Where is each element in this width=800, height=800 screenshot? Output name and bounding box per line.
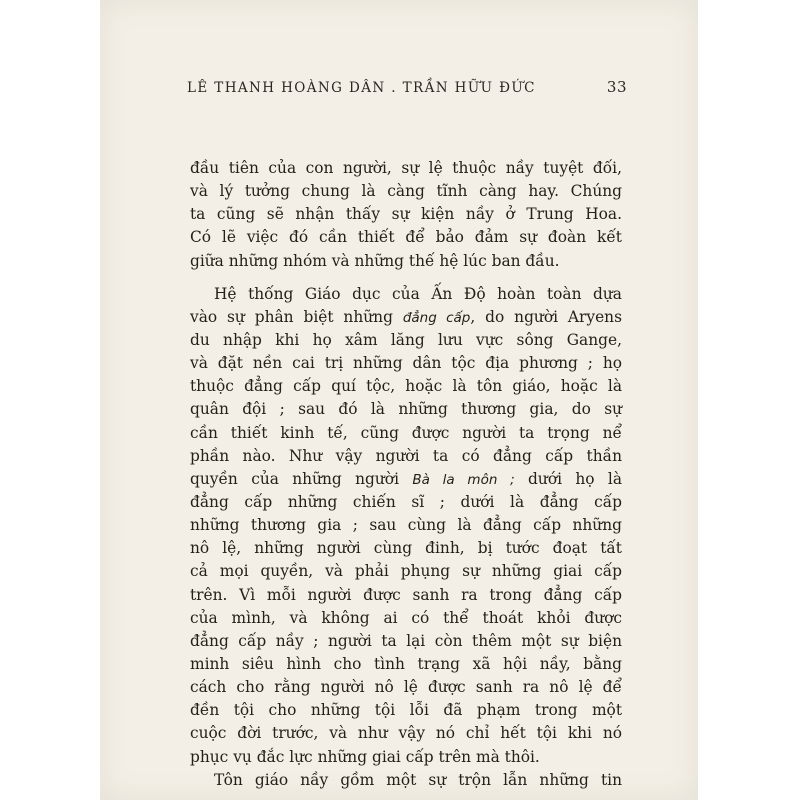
text-line — [190, 375, 622, 398]
text-run: , do người Aryens — [470, 307, 622, 326]
body-text — [190, 157, 622, 792]
text-line — [190, 630, 622, 653]
text-line — [190, 722, 622, 745]
text-run: phần nào. Như vậy người ta có đẳng cấp thần — [190, 446, 622, 465]
running-header — [187, 76, 627, 100]
paragraph — [190, 283, 622, 769]
text-run: phục vụ đắc lực những giai cấp trên mà thôi. — [190, 747, 540, 766]
text-line — [190, 514, 622, 537]
text-run: đẳng cấp nầy ; người ta lại còn thêm một sự biện — [190, 631, 622, 650]
paragraph — [190, 157, 622, 273]
text-run: và lý tưởng chung là càng tĩnh càng hay. Chúng — [190, 182, 622, 201]
text-run: cuộc đời trước, và như vậy nó chỉ hết tội khi nó — [190, 724, 622, 743]
text-run: Hệ thống Giáo dục của Ấn Độ hoàn toàn dựa — [214, 284, 622, 303]
text-line — [190, 653, 622, 676]
text-run: Có lẽ việc đó cần thiết để bảo đảm sự đoàn kết — [190, 228, 622, 247]
text-line — [190, 250, 622, 273]
text-line — [190, 746, 622, 769]
italic-term: Bà la môn ; — [412, 471, 515, 488]
text-run: giữa những nhóm và những thế hệ lúc ban đầu. — [190, 251, 560, 270]
text-line — [190, 226, 622, 249]
text-run: thuộc đẳng cấp quí tộc, hoặc là tôn giáo, hoặc là — [190, 377, 622, 396]
text-run: ta cũng sẽ nhận thấy sự kiện nầy ở Trung Hoa. — [190, 205, 622, 224]
text-run: nô lệ, những người cùng đinh, bị tước đoạt tất — [190, 539, 622, 558]
text-line — [190, 468, 622, 491]
text-run: cách cho rằng người nô lệ được sanh ra nô lệ để — [190, 678, 622, 697]
text-line — [190, 180, 622, 203]
text-line — [190, 422, 622, 445]
page-number: 33 — [606, 78, 627, 96]
text-run: Tôn giáo nầy gồm một sự trộn lẫn những tin — [214, 770, 622, 789]
text-line — [190, 607, 622, 630]
text-run: dưới họ là — [514, 469, 623, 488]
text-line — [190, 352, 622, 375]
text-run: quyền của những người — [190, 469, 413, 488]
text-line — [190, 203, 622, 226]
text-line — [190, 584, 622, 607]
text-run: của mình, và không ai có thể thoát khỏi được — [190, 608, 622, 627]
text-run: vào sự phân biệt những — [190, 307, 403, 326]
paragraph-gap — [190, 273, 622, 283]
text-run: đền tội cho những tội lỗi đã phạm trong một — [190, 701, 622, 720]
text-line — [190, 157, 622, 180]
text-line — [190, 537, 622, 560]
text-run: cần thiết kinh tế, cũng được người ta trọng nể — [190, 423, 622, 442]
text-run: và đặt nền cai trị những dân tộc địa phương ; họ — [190, 354, 622, 373]
text-run: đẳng cấp những chiến sĩ ; dưới là đẳng cấp — [190, 492, 622, 511]
paragraph — [190, 769, 622, 792]
text-run: trên. Vì mỗi người được sanh ra trong đẳng cấp — [190, 585, 622, 604]
text-run: quân đội ; sau đó là những thương gia, do sự — [190, 400, 622, 419]
text-run: cả mọi quyền, và phải phụng sự những giai cấp — [190, 562, 622, 581]
text-line — [190, 398, 622, 421]
text-line — [190, 560, 622, 583]
text-line — [190, 491, 622, 514]
text-line — [190, 445, 622, 468]
book-page — [100, 0, 698, 800]
text-line — [190, 329, 622, 352]
text-line — [190, 676, 622, 699]
text-run: đầu tiên của con người, sự lệ thuộc nầy tuyệt đối, — [190, 159, 622, 177]
text-line — [190, 283, 622, 306]
italic-term: đẳng cấp — [402, 309, 471, 326]
text-run: du nhập khi họ xâm lăng lưu vực sông Gange, — [190, 330, 622, 349]
text-line — [190, 306, 622, 329]
header-authors: LÊ THANH HOÀNG DÂN . TRẦN HỮU ĐỨC — [187, 80, 536, 96]
text-line — [190, 699, 622, 722]
text-line — [190, 769, 622, 792]
text-run: những thương gia ; sau cùng là đẳng cấp những — [190, 516, 622, 535]
text-run: minh siêu hình cho tình trạng xã hội nầy, bằng — [190, 654, 622, 673]
